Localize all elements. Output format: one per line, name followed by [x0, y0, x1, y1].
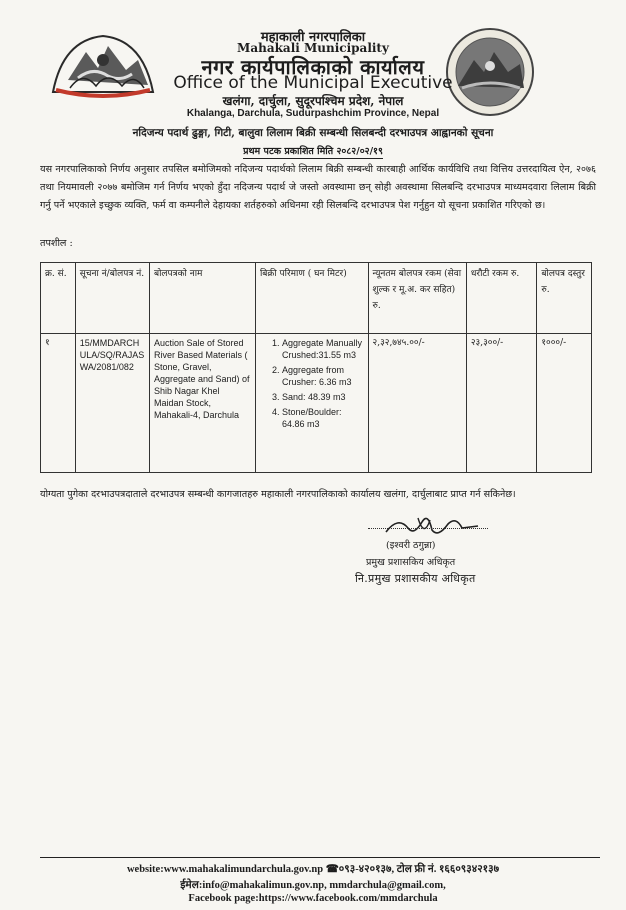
- cell-tender-name: Auction Sale of Stored River Based Materials ( Stone, Gravel, Aggregate and Sand) of Shib Nagar Khel Maidan Stock, Mahakali-4, Darchula: [149, 334, 255, 473]
- signature-line: [368, 528, 488, 529]
- signatory-name: (इश्वरी ठगुन्ना): [386, 540, 436, 551]
- notice-body: यस नगरपालिकाको निर्णय अनुसार तपसिल बमोजिमको नदिजन्य पदार्थको लिलाम बिक्री सम्बन्धी कारबाही आर्थिक कार्यविधि तथा वित्तिय उत्तरदायित्व ऐन, २०७६ तथा नियमावली २०७७ बमोजिम गर्न निर्णय भएको हुँदा नदिजन्य पदार्थ जे जस्तो अवस्थामा छन् सोही अवस्थामा सिलबन्दि दरभाउपत्र माध्यमदवारा लिलाम बिक्री गर्नु पर्ने भएकाले इच्छुक व्यक्ति, फर्म वा कम्पनीले देहायका शर्तहरुको अधिनमा रही सिलबन्दि दरभाउपत्र पेश गर्नुहुन यो सूचना प्रकाशित गरिएको छ।: [40, 164, 597, 211]
- contact-facebook: Facebook page:https://www.facebook.com/mmdarchula: [188, 893, 438, 904]
- cell-notice-no: 15/MMDARCHULA/SQ/RAJASWA/2081/082: [75, 334, 149, 473]
- header-en-address: Khalanga, Darchula, Sudurpashchim Province, Nepal: [186, 108, 440, 119]
- col-header-tender-name: बोलपत्रको नाम: [149, 263, 255, 334]
- contact-website-phone: website:www.mahakalimundarchula.gov.np ☎०९३-४२०१३७, टोल फ्री नं. १६६०९३४२१३७: [126, 864, 500, 875]
- quantity-item: 2. Aggregate from Crusher: 6.36 m3: [282, 364, 364, 388]
- cell-sn: १: [41, 334, 76, 473]
- col-header-notice-no: सूचना नं/बोलपत्र नं.: [75, 263, 149, 334]
- publish-date-text: प्रथम पटक प्रकाशित मिति २०८२/०२/१९: [243, 146, 383, 157]
- cell-deposit: २३,३००/-: [466, 334, 536, 473]
- publish-date: [0, 144, 626, 157]
- footer-divider: [40, 857, 600, 858]
- signatory-stamp: नि.प्रमुख प्रशासकीय अधिकृत: [355, 572, 476, 585]
- cell-min-amount: २,३२,७४५.००/-: [368, 334, 466, 473]
- header-en-municipality: Mahakali Municipality: [237, 41, 389, 55]
- contact-email: ईमेल:info@mahakalimun.gov.np, mmdarchula@gmail.com,: [180, 880, 446, 891]
- header-en-office: Office of the Municipal Executive: [173, 73, 453, 93]
- header-np-municipality: महाकाली नगरपालिका: [260, 30, 366, 45]
- col-header-min-amount: न्यूनतम बोलपत्र रकम (सेवा शुल्क र मू.अ. कर सहित) रु.: [368, 263, 466, 334]
- quantity-item: 4. Stone/Boulder: 64.86 m3: [282, 406, 364, 430]
- header-np-office: नगर कार्यपालिकाको कार्यालय: [201, 55, 425, 79]
- table-row: [41, 334, 592, 473]
- table-header-row: [41, 263, 592, 334]
- col-header-sn: क्र. सं.: [41, 263, 76, 334]
- cell-quantity: [255, 334, 368, 473]
- footer-note: योग्यता पुगेका दरभाउपत्रदाताले दरभाउपत्र सम्बन्धी कागजातहरु महाकाली नगरपालिकाको कार्यालय खलंगा, दार्चुलाबाट प्राप्त गर्न सकिनेछ।: [40, 489, 516, 500]
- header-np-address: खलंगा, दार्चुला, सुदूरपश्चिम प्रदेश, नेपाल: [222, 94, 404, 108]
- cell-fee: १०००/-: [537, 334, 592, 473]
- col-header-deposit: धरौटी रकम रु.: [466, 263, 536, 334]
- notice-title: नदिजन्य पदार्थ ढुङ्गा, गिटी, बालुवा लिलाम बिक्री सम्बन्धी सिलबन्दी दरभाउपत्र आह्वानको सूचना: [132, 127, 494, 139]
- quantity-item: 1. Aggregate Manually Crushed:31.55 m3: [282, 337, 364, 361]
- signatory-title: प्रमुख प्रशासकिय अधिकृत: [366, 557, 456, 568]
- tapasil-label: तपशील :: [40, 238, 73, 249]
- auction-table: [40, 262, 592, 473]
- col-header-quantity: बिक्री परिमाण ( घन मिटर): [255, 263, 368, 334]
- quantity-item: 3. Sand: 48.39 m3: [282, 391, 364, 403]
- quantity-list: [260, 337, 364, 430]
- col-header-fee: बोलपत्र दस्तुर रु.: [537, 263, 592, 334]
